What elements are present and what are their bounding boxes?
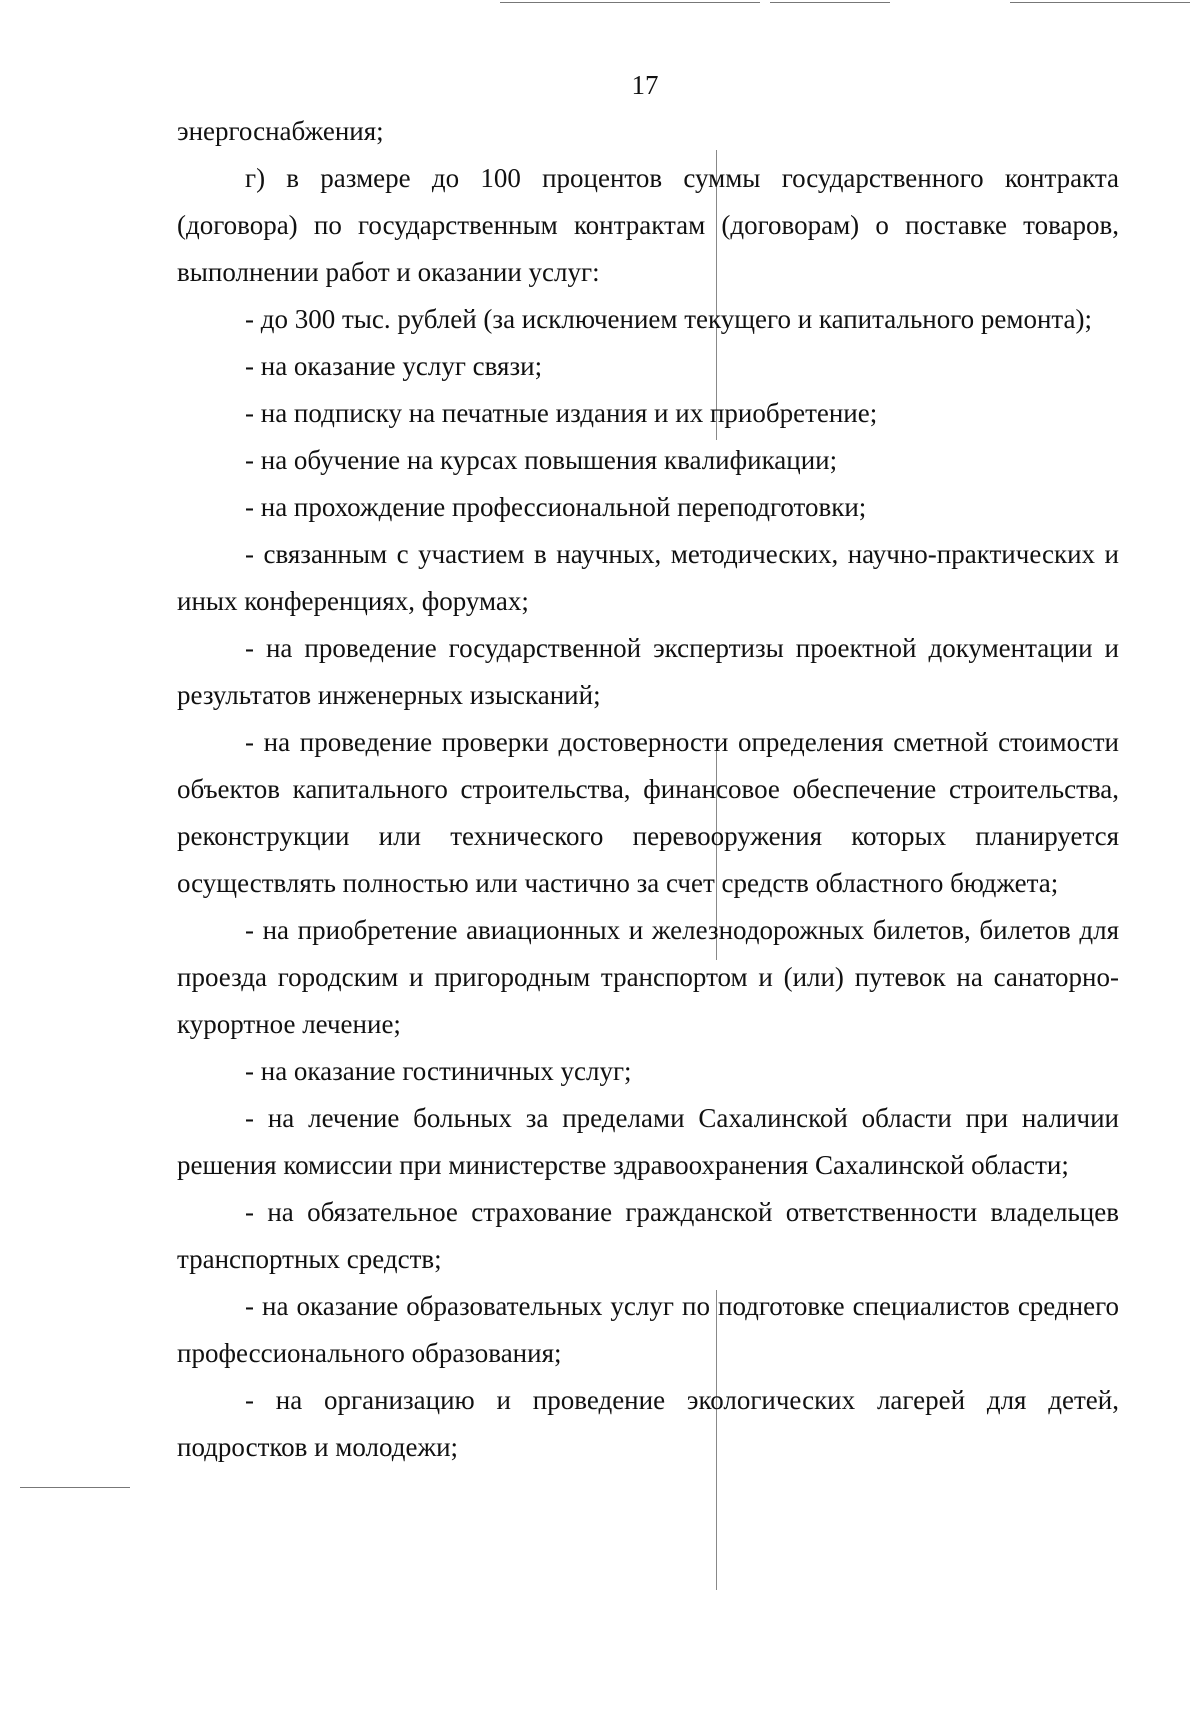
paragraph-energy: энергоснабжения; [177,116,384,146]
list-item-subscription: - на подписку на печатные издания и их приобретение; [245,398,878,428]
list-item-retraining: - на прохождение профессиональной переподготовки; [245,492,867,522]
page-number: 17 [631,70,659,100]
list-item-treatment: - на лечение больных за пределами Сахалинской области при наличии решения комиссии при министерстве здравоохранения Сахалинской области; [177,1103,1119,1180]
scan-top-line-2 [770,2,890,3]
paragraph-item-g: г) в размере до 100 процентов суммы государственного контракта (договора) по государственным контрактам (договорам) о поставке товаров, выполнении работ и оказании услуг: [177,163,1119,287]
list-item-insurance: - на обязательное страхование гражданской ответственности владельцев транспортных средств; [177,1197,1119,1274]
body-text [177,108,1119,1471]
list-item-state-expertise: - на проведение государственной экспертизы проектной документации и результатов инженерных изысканий; [177,633,1119,710]
list-item-eco-camps: - на организацию и проведение экологических лагерей для детей, подростков и молодежи; [177,1385,1119,1462]
list-item-300k: - до 300 тыс. рублей (за исключением текущего и капитального ремонта); [245,304,1092,334]
list-item-tickets: - на приобретение авиационных и железнодорожных билетов, билетов для проезда городским и пригородным транспортом и (или) путевок на санаторно-курортное лечение; [177,915,1119,1039]
scan-top-line-1 [500,2,760,3]
scan-left-dash [20,1487,130,1488]
list-item-education: - на оказание образовательных услуг по подготовке специалистов среднего профессионального образования; [177,1291,1119,1368]
list-item-conferences: - связанным с участием в научных, методических, научно-практических и иных конференциях, форумах; [177,539,1119,616]
list-item-hotel: - на оказание гостиничных услуг; [245,1056,632,1086]
scan-top-line-3 [1010,2,1190,3]
list-item-communication: - на оказание услуг связи; [245,351,543,381]
list-item-estimate-verification: - на проведение проверки достоверности определения сметной стоимости объектов капитального строительства, финансовое обеспечение строительства, реконструкции или технического перевооружения которых планируется осуществлять полностью или частично за счет средств областного бюджета; [177,727,1119,898]
list-item-training: - на обучение на курсах повышения квалификации; [245,445,838,475]
